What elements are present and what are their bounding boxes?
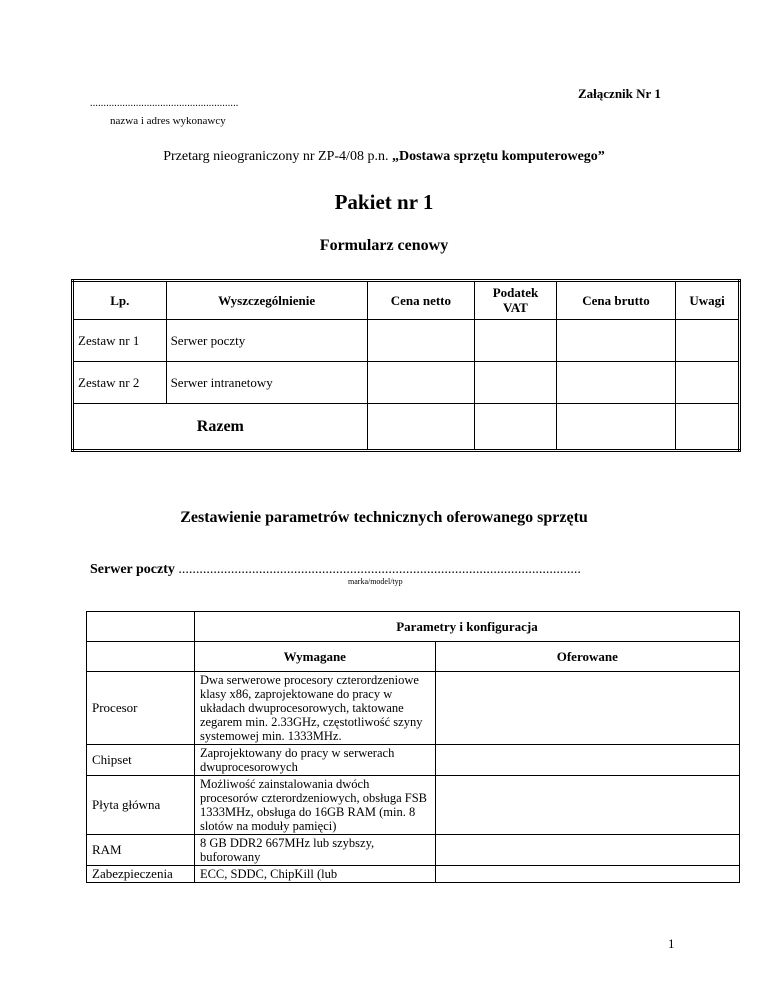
col-notes: Uwagi <box>676 281 740 320</box>
net-cell[interactable] <box>367 362 474 404</box>
specs-table <box>86 611 740 883</box>
tender-title: „Dostawa sprzętu komputerowego” <box>391 149 605 164</box>
param-required: Możliwość zainstalowania dwóch procesorów czterordzeniowych, obsługa FSB 1333MHz, obsługa do 16GB RAM (min. 8 slotów na moduły pamięci) <box>194 776 435 835</box>
param-offered-cell[interactable] <box>435 835 739 866</box>
col-vat: Podatek VAT <box>475 281 557 320</box>
param-offered-cell[interactable] <box>435 745 739 776</box>
specs-col-header-row <box>87 642 740 672</box>
row-item: Serwer poczty <box>166 320 367 362</box>
param-name: RAM <box>87 835 195 866</box>
package-title: Pakiet nr 1 <box>334 190 434 214</box>
table-row <box>87 672 740 745</box>
server-label: Serwer poczty <box>90 562 175 577</box>
col-net: Cena netto <box>367 281 474 320</box>
row-lp: Zestaw nr 1 <box>73 320 167 362</box>
table-row <box>73 362 740 404</box>
brand-hint: marka/model/typ <box>348 577 403 586</box>
param-required: 8 GB DDR2 667MHz lub szybszy, buforowany <box>194 835 435 866</box>
empty-corner-cell <box>87 642 195 672</box>
tender-line <box>0 149 768 165</box>
annex-label: Załącznik Nr 1 <box>578 86 661 101</box>
gross-cell[interactable] <box>556 362 675 404</box>
total-label: Razem <box>73 404 368 451</box>
col-gross: Cena brutto <box>556 281 675 320</box>
vat-cell[interactable] <box>475 320 557 362</box>
total-notes-cell[interactable] <box>676 404 740 451</box>
table-row <box>87 866 740 883</box>
specs-title: Zestawienie parametrów technicznych oferowanego sprzętu <box>180 509 588 526</box>
table-row <box>87 776 740 835</box>
vat-cell[interactable] <box>475 362 557 404</box>
contractor-dots: ....................................................... <box>90 98 239 109</box>
col-lp: Lp. <box>73 281 167 320</box>
param-name: Zabezpieczenia <box>87 866 195 883</box>
param-offered-cell[interactable] <box>435 776 739 835</box>
server-dots: ................................................................................................................... <box>178 562 581 577</box>
total-row <box>73 404 740 451</box>
table-row <box>73 320 740 362</box>
group-header: Parametry i konfiguracja <box>194 612 739 642</box>
param-name: Procesor <box>87 672 195 745</box>
form-title: Formularz cenowy <box>319 237 449 254</box>
col-item: Wyszczególnienie <box>166 281 367 320</box>
col-offered: Oferowane <box>435 642 739 672</box>
table-row <box>87 835 740 866</box>
table-row <box>87 745 740 776</box>
notes-cell[interactable] <box>676 362 740 404</box>
specs-group-header-row <box>87 612 740 642</box>
server-line <box>90 562 581 578</box>
price-table <box>71 279 741 452</box>
page-number: 1 <box>668 936 675 951</box>
param-name: Chipset <box>87 745 195 776</box>
gross-cell[interactable] <box>556 320 675 362</box>
total-vat-cell[interactable] <box>475 404 557 451</box>
notes-cell[interactable] <box>676 320 740 362</box>
param-required: Zaprojektowany do pracy w serwerach dwuprocesorowych <box>194 745 435 776</box>
param-required: Dwa serwerowe procesory czterordzeniowe klasy x86, zaprojektowane do pracy w układach dwuprocesorowych, taktowane zegarem min. 2.33GHz, częstotliwość szyny systemowej min. 1333MHz. <box>194 672 435 745</box>
row-lp: Zestaw nr 2 <box>73 362 167 404</box>
col-required: Wymagane <box>194 642 435 672</box>
price-table-header <box>73 281 740 320</box>
param-offered-cell[interactable] <box>435 866 739 883</box>
param-required: ECC, SDDC, ChipKill (lub <box>194 866 435 883</box>
tender-prefix: Przetarg nieograniczony nr ZP-4/08 p.n. <box>163 149 389 164</box>
total-gross-cell[interactable] <box>556 404 675 451</box>
total-net-cell[interactable] <box>367 404 474 451</box>
empty-corner-cell <box>87 612 195 642</box>
contractor-label: nazwa i adres wykonawcy <box>110 115 226 127</box>
row-item: Serwer intranetowy <box>166 362 367 404</box>
net-cell[interactable] <box>367 320 474 362</box>
param-name: Płyta główna <box>87 776 195 835</box>
param-offered-cell[interactable] <box>435 672 739 745</box>
